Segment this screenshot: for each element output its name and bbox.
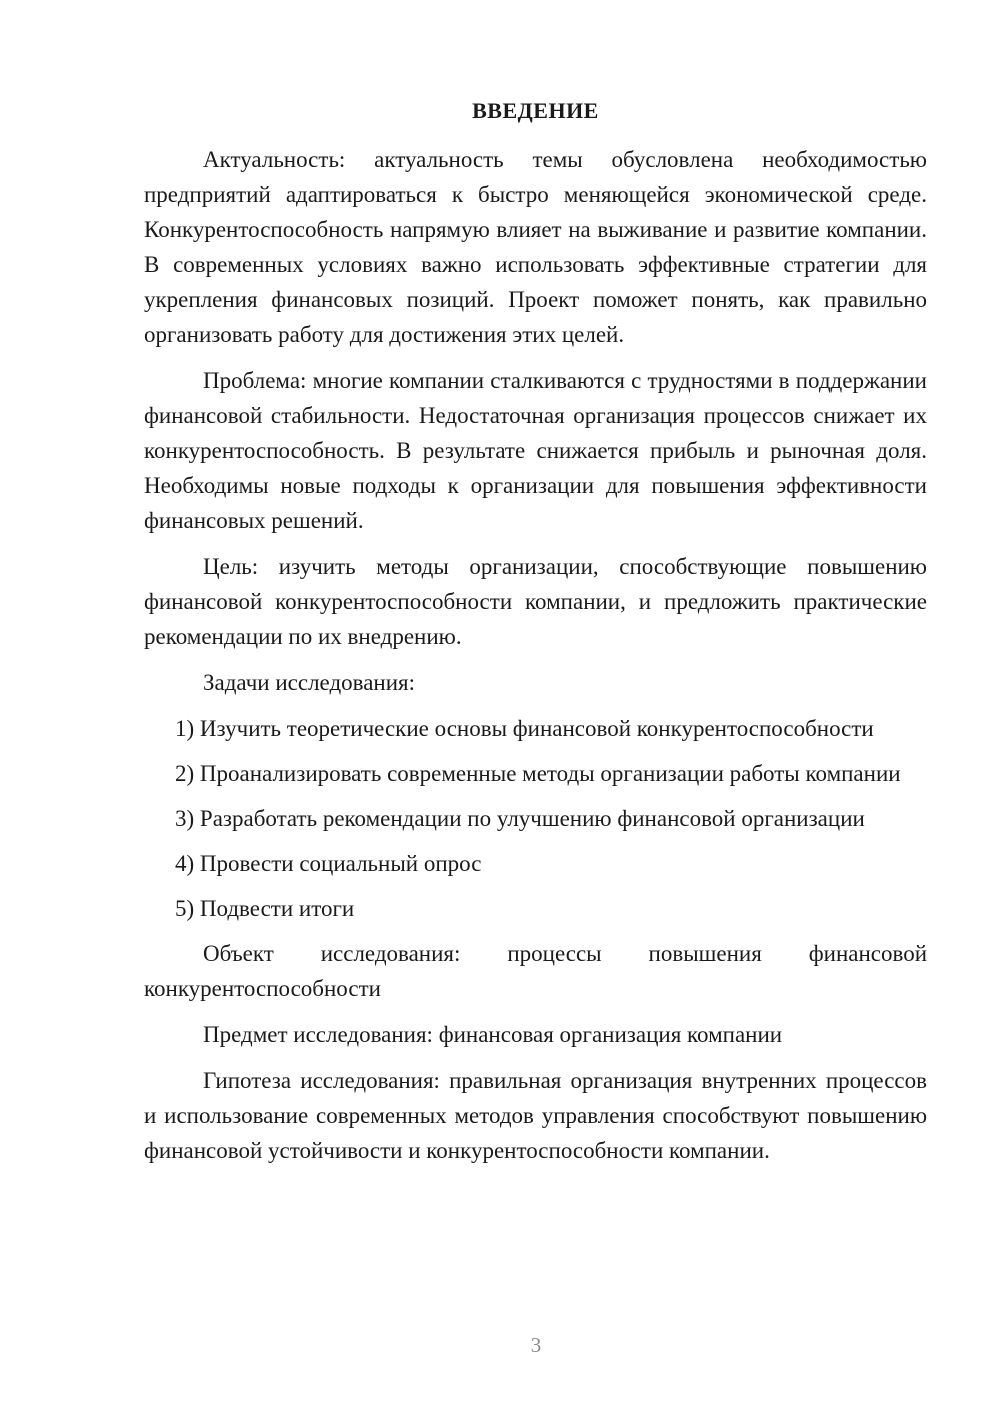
task-item-1: 1) Изучить теоретические основы финансовой конкурентоспособности (175, 716, 874, 741)
task-item-3: 3) Разработать рекомендации по улучшению финансовой организации (175, 806, 865, 831)
paragraph-tasks-heading: Задачи исследования: (203, 670, 416, 695)
task-item-5: 5) Подвести итоги (175, 896, 355, 921)
page-number: 3 (530, 1333, 542, 1357)
task-item-2: 2) Проанализировать современные методы организации работы компании (175, 761, 901, 786)
page-title: ВВЕДЕНИЕ (472, 98, 599, 123)
paragraph-goal: Цель: изучить методы организации, способствующие повышению финансовой конкурентоспособности компании, и предложить практические рекомендации по их внедрению. (144, 554, 927, 649)
task-item-4: 4) Провести социальный опрос (175, 851, 482, 876)
paragraph-problem: Проблема: многие компании сталкиваются с трудностями в поддержании финансовой стабильности. Недостаточная организация процессов снижает их конкурентоспособность. В результате снижается прибыль и рыночная доля. Необходимы новые подходы к организации для повышения эффективности финансовых решений. (144, 368, 927, 533)
paragraph-relevance: Актуальность: актуальность темы обусловлена необходимостью предприятий адаптироваться к быстро меняющейся экономической среде. Конкурентоспособность напрямую влияет на выживание и развитие компании. В современных условиях важно использовать эффективные стратегии для укрепления финансовых позиций. Проект поможет понять, как правильно организовать работу для достижения этих целей. (144, 147, 927, 347)
paragraph-hypothesis: Гипотеза исследования: правильная организация внутренних процессов и использование современных методов управления способствуют повышению финансовой устойчивости и конкурентоспособности компании. (144, 1068, 927, 1163)
paragraph-object: Объект исследования: процессы повышения финансовой конкурентоспособности (144, 941, 927, 1001)
document-body (144, 142, 927, 1179)
paragraph-subject: Предмет исследования: финансовая организация компании (203, 1022, 783, 1047)
